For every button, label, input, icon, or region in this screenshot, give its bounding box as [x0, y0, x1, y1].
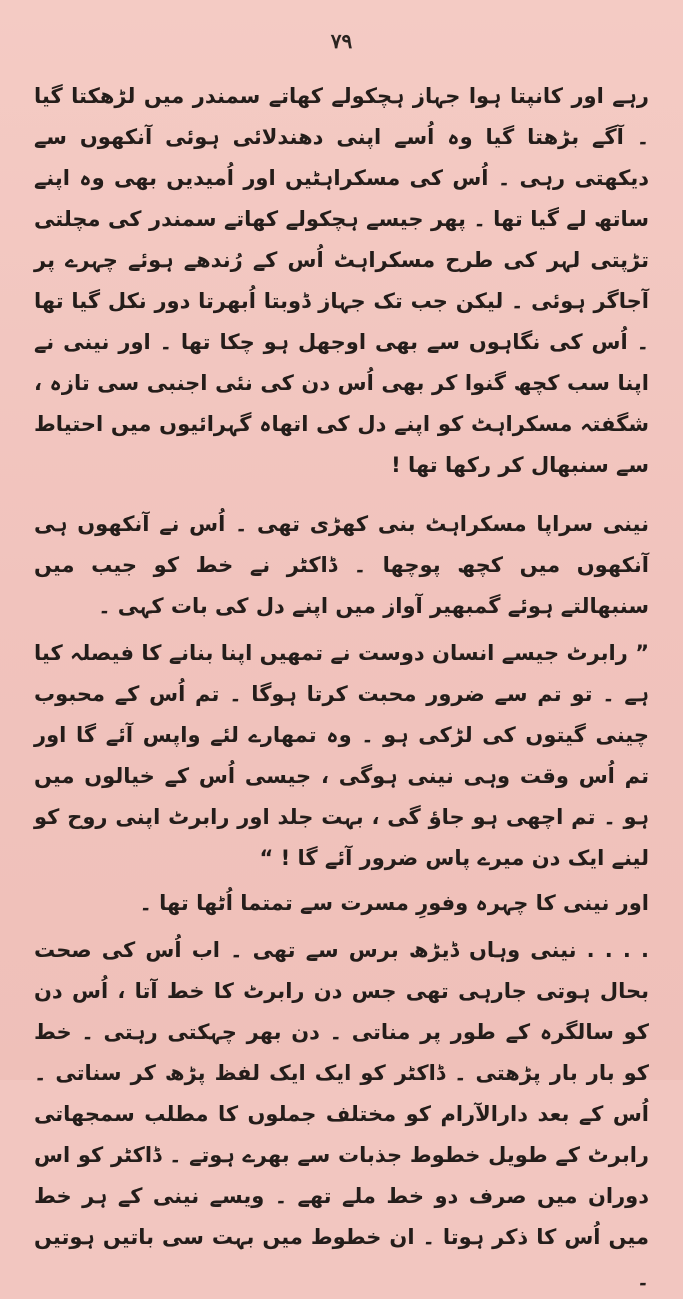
paragraph-3: ” رابرٹ جیسے انسان دوست نے تمھیں اپنا بنانے کا فیصلہ کیا ہے ۔ تو تم سے ضرور محبت کرتا ہوگا ۔ تم اُس کے محبوب چینی گیتوں کی لڑکی ہو ۔ وہ تمھارے لئے واپس آئے گا اور تم اُس وقت وہی نینی ہوگی ، جیسی اُس کے خیالوں میں ہو ۔ تم اچھی ہو جاؤ گی ، بہت جلد اور رابرٹ اپنی روح کو لینے ایک دن میرے پاس ضرور آئے گا ! “	[34, 641, 649, 870]
page-body	[34, 76, 649, 1299]
paragraph-5: . . . . نینی وہاں ڈیڑھ برس سے تھی ۔ اب اُس کی صحت بحال ہوتی جارہی تھی جس دن رابرٹ کا خط آتا ، اُس دن کو سالگرہ کے طور پر مناتی ۔ دن بھر چہکتی رہتی ۔ خط کو بار بار پڑھتی ۔ ڈاکٹر کو ایک ایک لفظ پڑھ کر سناتی ۔ اُس کے بعد دارالآرام کو مختلف جملوں کا مطلب سمجھاتی رابرٹ کے طویل خطوط جذبات سے بھرے ہوتے ۔ ڈاکٹر کو اس دوران میں صرف دو خط ملے تھے ۔ ویسے نینی کے ہر خط میں اُس کا ذکر ہوتا ۔ ان خطوط میں بہت سی باتیں ہوتیں ۔	[34, 938, 649, 1290]
page-number: ۷۹	[330, 29, 353, 53]
paragraph-2: نینی سراپا مسکراہٹ بنی کھڑی تھی ۔ اُس نے آنکھوں ہی آنکھوں میں کچھ پوچھا ۔ ڈاکٹر نے خط کو جیب میں سنبھالتے ہوئے گمبھیر آواز میں اپنے دل کی بات کہی ۔	[34, 512, 649, 618]
paragraph-4: اور نینی کا چہرہ وفورِ مسرت سے تمتما اُٹھا تھا ۔	[139, 891, 649, 915]
paragraph-1: رہے اور کانپتا ہوا جہاز ہچکولے کھاتے سمندر میں لڑھکتا گیا ۔ آگے بڑھتا گیا وہ اُسے اپنی دھندلائی ہوئی آنکھوں سے دیکھتی رہی ۔ اُس کی مسکراہٹیں اور اُمیدیں بھی وہ اپنے ساتھ لے گیا تھا ۔ پھر جیسے ہچکولے کھاتے سمندر کی مچلتی تڑپتی لہر کی طرح مسکراہٹ اُس کے رُندھے ہوئے چہرے پر آجاگر ہوئی ۔ لیکن جب تک جہاز ڈوبتا اُبھرتا دور نکل گیا تھا ۔ اُس کی نگاہوں سے بھی اوجھل ہو چکا تھا ۔ اور نینی نے اپنا سب کچھ گنوا کر بھی اُس دن کی نئی اجنبی سی تازہ ، شگفتہ مسکراہٹ کو اپنے دل کی اتھاہ گہرائیوں میں احتیاط سے سنبھال کر رکھا تھا !	[34, 84, 649, 477]
